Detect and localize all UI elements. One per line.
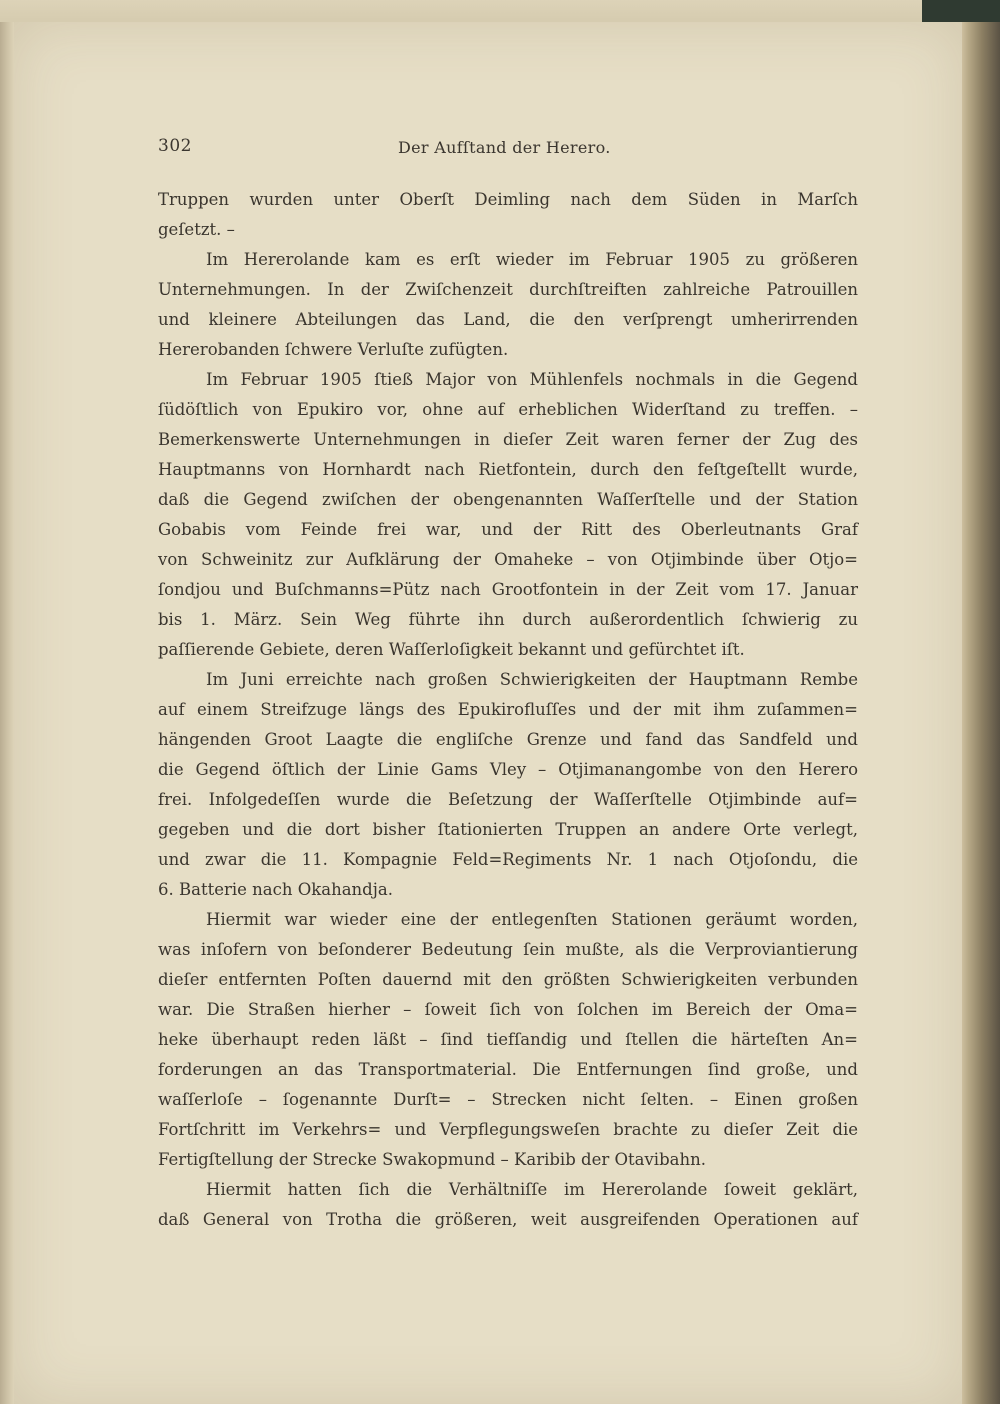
page-gutter-shadow (962, 22, 1000, 1404)
text-line: Hiermit hatten ſich die Verhältniſſe im Hererolande ſoweit geklärt, (206, 1180, 858, 1199)
running-title: Der Aufſtand der Herero. (398, 138, 611, 157)
text-line: Im Februar 1905 ſtieß Major von Mühlenfels nochmals in die Gegend (206, 370, 858, 389)
text-line: von Schweinitz zur Aufklärung der Omaheke – von Otjimbinde über Otjo= (158, 550, 858, 569)
text-line: Im Hererolande kam es erſt wieder im Februar 1905 zu größeren (206, 250, 858, 269)
text-line: daß die Gegend zwiſchen der obengenannten Waſſerſtelle und der Station (158, 490, 858, 509)
page-number: 302 (158, 136, 192, 156)
text-line: Hauptmanns von Hornhardt nach Rietfontein, durch den feſtgeſtellt wurde, (158, 460, 858, 479)
text-line: frei. Infolgedeſſen wurde die Beſetzung der Waſſerſtelle Otjimbinde auf= (158, 790, 858, 809)
text-line: Fertigſtellung der Strecke Swakopmund – Karibib der Otavibahn. (158, 1150, 706, 1169)
text-line: Fortſchritt im Verkehrs= und Verpflegungsweſen brachte zu dieſer Zeit die (158, 1120, 858, 1139)
text-line: auf einem Streifzuge längs des Epukirofluſſes und der mit ihm zuſammen= (158, 700, 858, 719)
text-line: war. Die Straßen hierher – ſoweit ſich von ſolchen im Bereich der Oma= (158, 1000, 858, 1019)
text-line: heke überhaupt reden läßt – ſind tiefſandig und ſtellen die härteſten An= (158, 1030, 858, 1049)
text-line: geſetzt. – (158, 220, 235, 239)
text-line: forderungen an das Transportmaterial. Die Entfernungen ſind große, und (158, 1060, 858, 1079)
text-line: gegeben und die dort bisher ſtationierten Truppen an andere Orte verlegt, (158, 820, 858, 839)
text-line: bis 1. März. Sein Weg führte ihn durch außerordentlich ſchwierig zu (158, 610, 858, 629)
text-line: Hererobanden ſchwere Verluſte zufügten. (158, 340, 509, 359)
book-cover-edge (922, 0, 1000, 22)
text-line: Hiermit war wieder eine der entlegenſten Stationen geräumt worden, (206, 910, 858, 929)
text-line: Unternehmungen. In der Zwiſchenzeit durchſtreiften zahlreiche Patrouillen (158, 280, 858, 299)
text-line: was inſofern von beſonderer Bedeutung ſein mußte, als die Verproviantierung (158, 940, 858, 959)
text-line: dieſer entfernten Poſten dauernd mit den größten Schwierigkeiten verbunden (158, 970, 858, 989)
text-line: Truppen wurden unter Oberſt Deimling nach dem Süden in Marſch (158, 190, 858, 209)
text-line: waſſerloſe – ſogenannte Durſt= – Strecken nicht ſelten. – Einen großen (158, 1090, 858, 1109)
text-line: paſſierende Gebiete, deren Waſſerloſigkeit bekannt und gefürchtet iſt. (158, 640, 745, 659)
text-line: Gobabis vom Feinde frei war, und der Ritt des Oberleutnants Graf (158, 520, 858, 539)
text-line: ſüdöſtlich von Epukiro vor, ohne auf erheblichen Widerſtand zu treffen. – (158, 400, 858, 419)
text-line: Im Juni erreichte nach großen Schwierigkeiten der Hauptmann Rembe (206, 670, 858, 689)
text-line: Bemerkenswerte Unternehmungen in dieſer Zeit waren ferner der Zug des (158, 430, 858, 449)
text-line: die Gegend öſtlich der Linie Gams Vley – Otjimanangombe von den Herero (158, 760, 858, 779)
body-text (158, 185, 858, 1235)
text-line: und zwar die 11. Kompagnie Feld=Regiments Nr. 1 nach Otjoſondu, die (158, 850, 858, 869)
text-line: 6. Batterie nach Okahandja. (158, 880, 393, 899)
top-scan-border (0, 0, 1000, 22)
text-line: hängenden Groot Laagte die engliſche Grenze und fand das Sandfeld und (158, 730, 858, 749)
text-line: daß General von Trotha die größeren, weit ausgreifenden Operationen auf (158, 1210, 858, 1229)
text-line: ſondjou und Buſchmanns=Pütz nach Grootfontein in der Zeit vom 17. Januar (158, 580, 858, 599)
text-line: und kleinere Abteilungen das Land, die den verſprengt umherirrenden (158, 310, 858, 329)
page-header (158, 136, 858, 166)
